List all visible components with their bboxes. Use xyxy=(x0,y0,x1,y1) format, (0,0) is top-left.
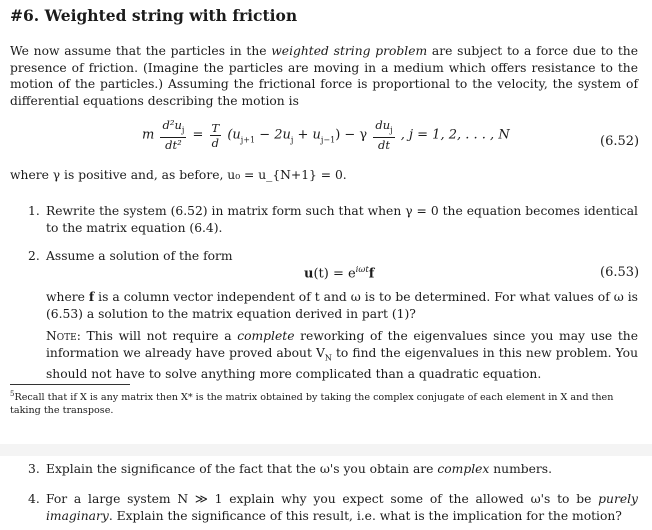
item-3-text xyxy=(46,461,638,478)
eq-mid: − 2u xyxy=(255,127,291,143)
eq-d2u-den: dt² xyxy=(165,138,182,153)
eq-plus: + u xyxy=(293,127,321,143)
eq-spacing: d xyxy=(211,135,220,150)
footnote-mark: 5 xyxy=(10,390,15,398)
footnote xyxy=(10,388,640,417)
item-2-note xyxy=(46,328,638,383)
note-c: to find the eigenvalues in this new problem. You should not have to solve anything more complicated than a quadratic equation. xyxy=(46,345,638,382)
footnote-text: Recall that if X is any matrix then X* is the matrix obtained by taking the complex conjugate of each element in X and then taking the transpose. xyxy=(10,392,614,417)
eq-first-derivative xyxy=(373,118,394,152)
eq-sub-jp1: j+1 xyxy=(240,135,256,145)
eq-index-range: , j = 1, 2, . . . , N xyxy=(400,127,510,143)
item-2-text: Assume a solution of the form xyxy=(46,249,233,263)
eq-close: ) − γ xyxy=(335,127,368,143)
where-line: where γ is positive and, as before, u₀ = u_{N+1} = 0. xyxy=(10,168,347,182)
note-a: This will not require a xyxy=(80,329,238,343)
note-label: Note: xyxy=(46,329,81,343)
eq-equals: = xyxy=(192,127,204,143)
item-3-b: numbers. xyxy=(489,462,552,476)
eq-tension-ratio xyxy=(210,121,222,150)
item-3-a: Explain the significance of the fact that the ω's you obtain are xyxy=(46,462,438,476)
item-2-followup xyxy=(46,289,638,322)
followup-a: where xyxy=(46,290,89,304)
note-emphasis: complete xyxy=(237,329,295,343)
eq-mass: m xyxy=(142,127,155,143)
equation-number-6-53: (6.53) xyxy=(600,265,640,280)
followup-b: is a column vector independent of t and ω is to be determined. For what values of ω is (6.53) a solution to the matrix equation derived in part (1)? xyxy=(46,290,638,321)
intro-emphasis: weighted string problem xyxy=(271,44,428,58)
eq-tension: T xyxy=(211,120,220,135)
intro-text-b: are subject to a force due to the presence of friction. (Imagine the particles are moving in a medium which offers resistance to the motion of the particles.) Assuming the frictional force is proportional to the velocity, the system of differential equations describing the motion is xyxy=(10,44,638,108)
eq-exponent: iωt xyxy=(355,265,369,275)
followup-f: f xyxy=(88,289,95,304)
item-4-b: . Explain the significance of this result, i.e. what is the implication for the motion? xyxy=(108,508,622,523)
item-1-text: Rewrite the system (6.52) in matrix form such that when γ = 0 the equation becomes identical to the matrix equation (6.4). xyxy=(46,204,638,235)
eq-u-vector: u xyxy=(304,266,314,282)
eq-f-vector: f xyxy=(368,266,375,282)
item-4-number: 4. xyxy=(28,492,40,506)
page-break-band xyxy=(0,444,652,456)
item-3-number: 3. xyxy=(28,462,40,476)
note-sub: N xyxy=(324,352,332,362)
footnote-rule xyxy=(10,384,130,385)
item-4-emphasis: purely imaginary xyxy=(46,492,638,523)
note-b: reworking of the eigenvalues since you may use the information we already have proved about V xyxy=(46,329,638,360)
problem-heading: #6. Weighted string with friction xyxy=(10,6,298,25)
eq-d2u-num: d²u xyxy=(162,118,182,132)
item-4-a: For a large system N ≫ 1 explain why you expect some of the allowed ω's to be xyxy=(46,492,599,506)
eq-sub-j: j xyxy=(290,135,294,145)
equation-number-6-52: (6.52) xyxy=(600,134,640,149)
item-1-number: 1. xyxy=(28,204,40,218)
item-2-number: 2. xyxy=(28,249,40,263)
intro-paragraph xyxy=(10,43,638,109)
eq-second-derivative xyxy=(160,118,186,152)
item-4-text xyxy=(46,491,638,524)
intro-text-a: We now assume that the particles in the xyxy=(10,44,272,58)
item-3-emphasis: complex xyxy=(437,462,490,476)
eq-du-num: du xyxy=(375,118,391,132)
eq-d2u-sub: j xyxy=(181,125,185,135)
eq-du-sub: j xyxy=(390,125,393,135)
eq-du-den: dt xyxy=(377,138,390,153)
eq-exp-base: (t) = e xyxy=(313,266,356,282)
eq-open: (u xyxy=(227,127,241,143)
eq-sub-jm1: j−1 xyxy=(320,135,336,145)
equation-6-52 xyxy=(142,118,510,152)
equation-6-53 xyxy=(304,265,374,281)
